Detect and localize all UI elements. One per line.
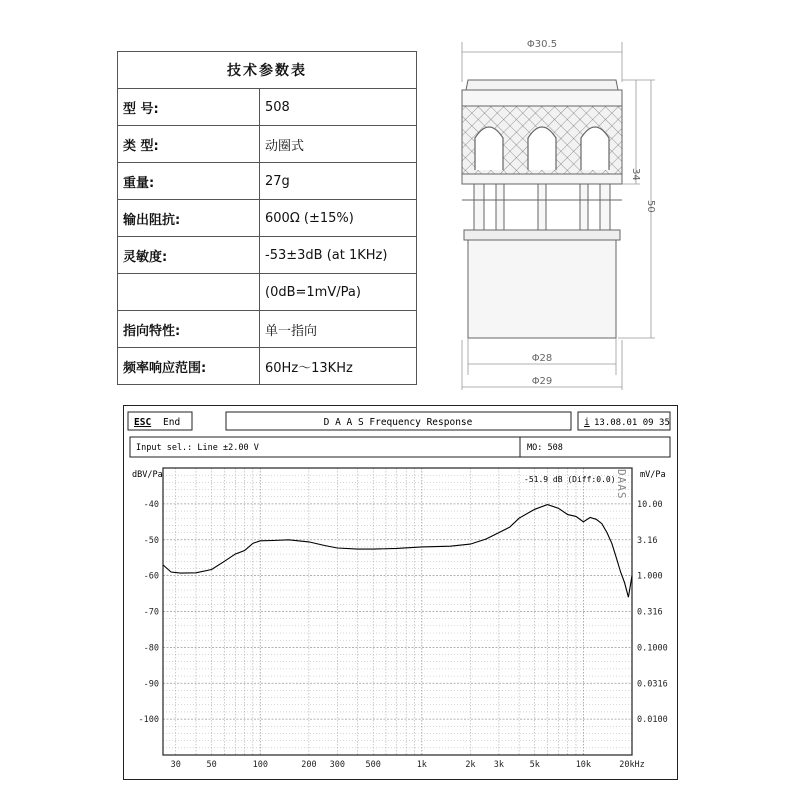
spec-row <box>118 89 417 126</box>
readout-label: -51.9 dB (Diff:0.0) <box>524 475 616 484</box>
y-left-axis-label: dBV/Pa <box>132 470 163 480</box>
daas-frequency-response <box>123 405 678 780</box>
spec-key: 灵敏度: <box>118 237 260 274</box>
spec-key: 型 号: <box>118 89 260 126</box>
spec-title-row <box>118 52 417 89</box>
capsule-drawing <box>440 30 660 400</box>
x-tick-label: 50 <box>206 760 217 770</box>
dim-head-height: 34 <box>630 168 641 181</box>
spec-key <box>118 274 260 311</box>
spec-row <box>118 237 417 274</box>
capsule-head <box>462 80 622 184</box>
spec-value: 动圈式 <box>260 126 417 163</box>
x-tick-label: 2k <box>465 760 476 770</box>
spec-value: -53±3dB (at 1KHz) <box>260 237 417 274</box>
dim-top-label: Φ30.5 <box>526 39 558 50</box>
dim-d28-label: Φ28 <box>531 353 553 364</box>
dimension-bottom <box>462 338 622 390</box>
spec-value: 508 <box>260 89 417 126</box>
spec-row <box>118 126 417 163</box>
x-tick-label: 200 <box>301 760 317 770</box>
spec-row <box>118 274 417 311</box>
x-tick-label: 30 <box>170 760 181 770</box>
spec-table <box>117 51 417 385</box>
spec-value: 60Hz～13KHz <box>260 348 417 385</box>
spec-key: 重量: <box>118 163 260 200</box>
y-tick-left: -40 <box>143 499 159 510</box>
end-label: End <box>163 417 181 428</box>
spec-row <box>118 163 417 200</box>
spec-row <box>118 348 417 385</box>
y-tick-left: -100 <box>138 715 159 726</box>
y-tick-right: 0.1000 <box>637 643 668 654</box>
y-tick-left: -90 <box>143 679 159 690</box>
y-tick-left: -50 <box>143 535 159 546</box>
mo-label: MO: 508 <box>527 443 563 453</box>
spec-value: 单一指向 <box>260 311 417 348</box>
daas-title: D A A S Frequency Response <box>323 417 473 428</box>
spec-key: 输出阻抗: <box>118 200 260 237</box>
spec-row <box>118 200 417 237</box>
capsule-body <box>464 230 620 338</box>
y-tick-left: -70 <box>143 607 159 618</box>
y-tick-right: 0.0100 <box>637 715 668 726</box>
y-tick-right: 0.316 <box>637 607 663 618</box>
spec-row <box>118 311 417 348</box>
x-tick-label: 20kHz <box>619 760 645 770</box>
x-tick-label: 1k <box>416 760 427 770</box>
dimension-top <box>462 39 622 82</box>
daas-subheader <box>130 437 670 457</box>
x-tick-label: 500 <box>365 760 381 770</box>
y-tick-left: -60 <box>143 571 159 582</box>
spec-value: 27g <box>260 163 417 200</box>
dim-total-height: 50 <box>645 200 656 213</box>
x-tick-label: 3k <box>493 760 505 770</box>
dim-d29-label: Φ29 <box>531 376 553 387</box>
daas-watermark: DAAS <box>615 469 628 500</box>
x-tick-label: 100 <box>252 760 268 770</box>
spec-key: 频率响应范围: <box>118 348 260 385</box>
input-select-label: Input sel.: Line ±2.00 V <box>136 443 259 453</box>
y-tick-right: 1.000 <box>637 571 663 582</box>
spec-title: 技术参数表 <box>118 52 417 89</box>
x-tick-label: 300 <box>329 760 346 770</box>
x-tick-label: 10k <box>575 760 592 770</box>
y-tick-right: 10.00 <box>637 499 663 510</box>
capsule-legs <box>462 184 622 230</box>
y-tick-left: -80 <box>143 643 159 654</box>
y-right-axis-label: mV/Pa <box>640 470 666 480</box>
spec-value: (0dB=1mV/Pa) <box>260 274 417 311</box>
spec-key: 指向特性: <box>118 311 260 348</box>
daas-frame <box>124 406 678 780</box>
dimension-right <box>618 80 656 338</box>
y-tick-right: 0.0316 <box>637 679 668 690</box>
spec-value: 600Ω (±15%) <box>260 200 417 237</box>
x-tick-label: 5k <box>529 760 540 770</box>
y-tick-right: 3.16 <box>637 535 658 546</box>
esc-key-label: ESC <box>134 417 152 428</box>
info-icon: i <box>584 417 590 428</box>
date-label: 13.08.01 09 35 <box>594 418 670 428</box>
spec-key: 类 型: <box>118 126 260 163</box>
